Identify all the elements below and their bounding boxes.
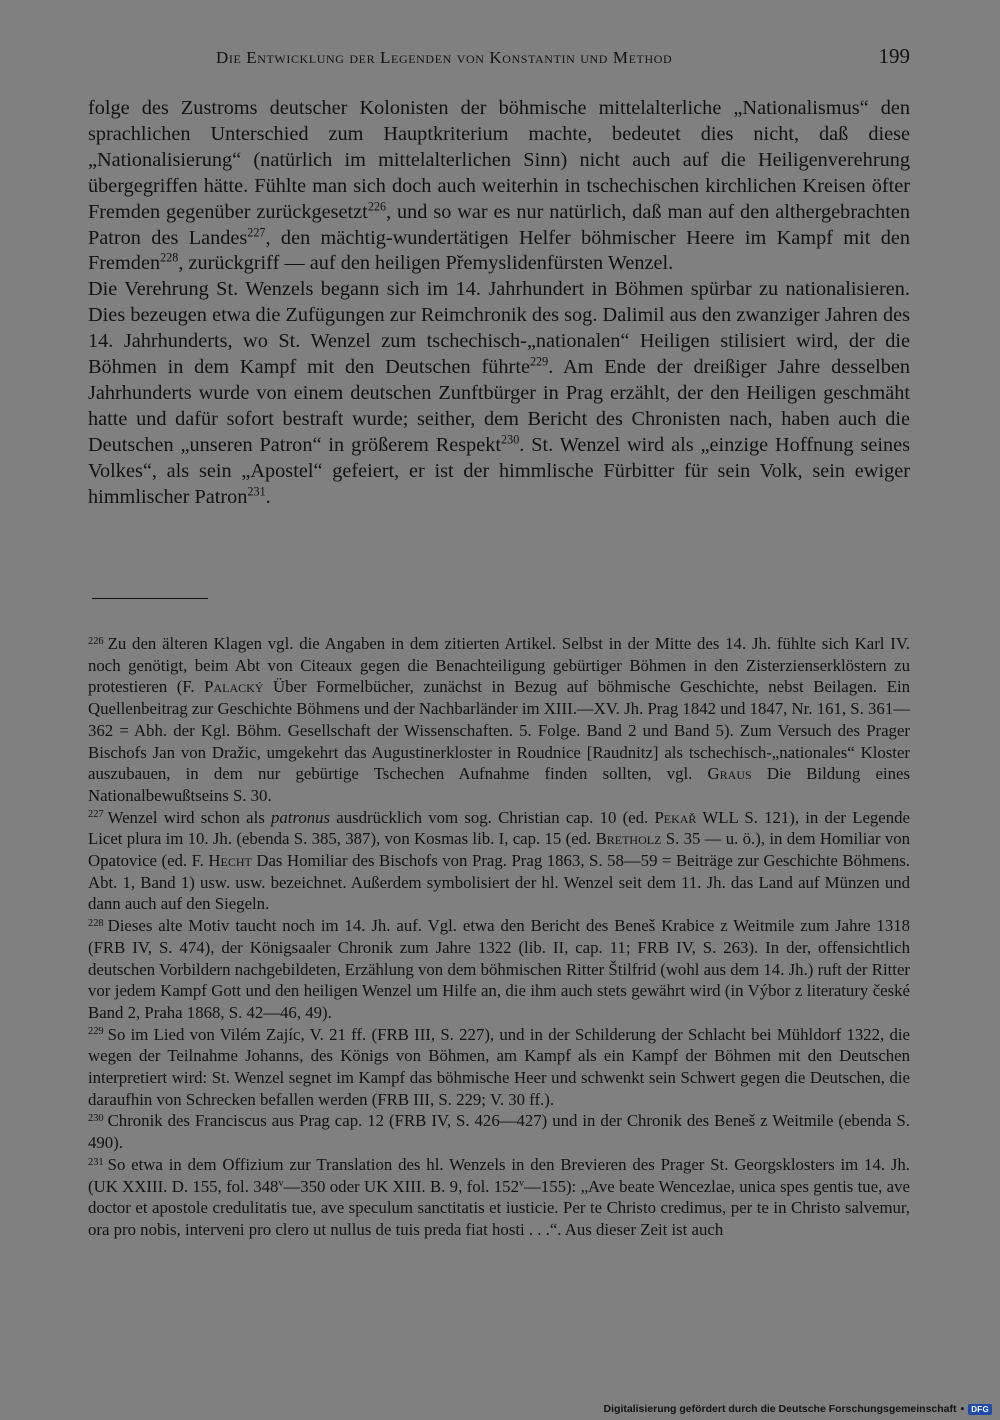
footnote-ref-226: 226	[367, 199, 387, 214]
footnote-number: 227	[88, 809, 104, 821]
text-run: Das Homiliar des Bischofs von Prag. Prag 1863, S. 58—59 = Beiträge zur Geschichte Böhmens. Abt. 1, Band 1) usw. usw. bezeichnet. Außerdem symbolisiert der hl. Wenzel seit dem 11. Jh. das Land auf Münzen und dann auch auf den Siegeln.	[88, 851, 911, 914]
text-run: So im Lied von Vilém Zajíc, V. 21 ff. (FRB III, S. 227), und in der Schilderung der Schlacht bei Mühldorf 1322, die wegen der Teilnahme Johanns, des Königs von Böhmen, am Kampf als ein Kampf der Böhmen mit den Deutschen interpretiert wird: St. Wenzel segnet im Kampf das böhmische Heer und schwenkt sein Schwert gegen die Deutschen, die daraufhin von Schrecken befallen werden (FRB III, S. 229; V. 30 ff.).	[88, 1024, 910, 1109]
footnote-ref-231: 231	[247, 484, 266, 499]
footnote-number: 229	[88, 1026, 104, 1038]
main-text	[88, 96, 910, 511]
italic-term: patronus	[271, 807, 331, 827]
text-run: , zurückgriff — auf den heiligen Přemyslidenfürsten Wenzel.	[178, 252, 674, 275]
author-name: Palacký	[204, 677, 264, 697]
credit-separator: •	[960, 1403, 965, 1415]
text-run: Wenzel wird schon als	[107, 807, 271, 827]
folio-verso-mark: v	[518, 1177, 525, 1189]
text-run: Chronik des Franciscus aus Prag cap. 12 (FRB IV, S. 426—427) und in der Chronik des Beneš z Weitmile (ebenda S. 490).	[88, 1111, 910, 1153]
text-run: —350 oder UK XIII. B. 9, fol. 152	[283, 1176, 519, 1196]
text-run: WLL S. 121), in der Legende Licet plura im 10. Jh. (ebenda S. 385, 387), von Kosmas lib. I, cap. 15 (ed.	[88, 807, 910, 849]
footnote-226	[88, 633, 910, 807]
footnote-ref-227: 227	[247, 225, 266, 240]
running-header	[88, 42, 910, 78]
text-run: —155): „Ave beate Wencezlae, unica spes gentis tue, ave doctor et apostole credulitatis tue, ave speculum sanctitatis et iusticie. Per te Christo credimus, per te in Christo salvemur, ora pro nobis, interveni pro clero ut nullus de tuis preda fiat hosti . . .“. Aus dieser Zeit ist auch	[88, 1176, 910, 1239]
text-run: Die Verehrung St. Wenzels begann sich im 14. Jahrhundert in Böhmen spürbar zu nationalisieren. Dies bezeugen etwa die Zufügungen zur Reimchronik des sog. Dalimil aus den zwanziger Jahren des 14. Jahrhunderts, wo St. Wenzel zum tschechisch-„nationalen“ Heiligen stilisiert wird, der die Böhmen in dem Kampf mit den Deutschen führte	[88, 278, 910, 379]
footnote-227	[88, 807, 910, 916]
text-run: Dieses alte Motiv taucht noch im 14. Jh. auf. Vgl. etwa den Bericht des Beneš Krabice z Weitmile zum Jahre 1318 (FRB IV, S. 474), der Königsaaler Chronik zum Jahre 1322 (lib. II, cap. 11; FRB IV, S. 263). In der, offensichtlich deutschen Vorbildern nachgebildeten, Erzählung von dem böhmischen Ritter Štilfrid (wohl aus dem 14. Jh.) ruft der Ritter vor jedem Kampf Gott und den heiligen Wenzel um Hilfe an, die ihm auch stets gewährt wird (in Výbor z literatury české Band 2, Praha 1868, S. 42—46, 49).	[88, 916, 910, 1022]
text-run: S. 35 — u. ö.), in dem Homiliar von Opatovice (ed. F.	[88, 829, 910, 871]
paragraph	[88, 277, 910, 510]
credit-text: Digitalisierung gefördert durch die Deutsche Forschungsgemeinschaft	[603, 1403, 957, 1415]
footnote-number: 231	[88, 1156, 104, 1168]
text-run: , und so war es nur natürlich, daß man auf den althergebrachten Patron des Landes	[88, 200, 910, 249]
text-run: , den mächtig-wundertätigen Helfer böhmischer Heere im Kampf mit den Fremden	[88, 226, 910, 275]
digitization-credit	[604, 1403, 992, 1415]
footnote-231	[88, 1154, 910, 1241]
footnote-ref-230: 230	[501, 432, 520, 447]
text-run: . St. Wenzel wird als „einzige Hoffnung seines Volkes“, als sein „Apostel“ gefeiert, er ist der himmlische Fürbitter für sein Volk, sein ewiger himmlischer Patron	[88, 433, 911, 508]
page-number: 199	[878, 44, 910, 68]
author-name: Hecht	[208, 851, 252, 871]
footnote-number: 226	[88, 635, 104, 647]
author-name: Bretholz	[595, 829, 662, 849]
footnote-230	[88, 1110, 910, 1153]
footnote-number: 230	[88, 1113, 104, 1125]
paragraph	[88, 96, 910, 277]
footnote-228	[88, 915, 910, 1024]
text-run: Die Bildung eines Nationalbewußtseins S. 30.	[88, 764, 910, 805]
text-run: Zu den älteren Klagen vgl. die Angaben in dem zitierten Artikel. Selbst in der Mitte des 14. Jh. fühlte sich Karl IV. noch genötigt, beim Abt von Citeaux gegen die Benachteiligung gebürtiger Böhmen in den Zisterzienserklöstern zu protestieren (F.	[88, 634, 910, 697]
text-run: ausdrücklich vom sog. Christian cap. 10 (ed.	[330, 807, 655, 827]
footnote-ref-228: 228	[160, 251, 179, 266]
folio-verso-mark: v	[278, 1177, 284, 1189]
text-run: So etwa in dem Offizium zur Translation des hl. Wenzels in den Brevieren des Prager St. Georgsklosters im 14. Jh. (UK XXIII. D. 155, fol. 348	[88, 1154, 910, 1196]
text-run: . Am Ende der dreißiger Jahre desselben Jahrhunderts wurde von einem deutschen Zunftbürger in Prag erzählt, der den Heiligen geschmäht hatte und dafür sofort bestraft wurde; seither, dem Bericht des Chronisten nach, haben auch die Deutschen „unseren Patron“ in größerem Respekt	[88, 356, 910, 456]
author-name: Pekař	[654, 807, 697, 827]
text-run: .	[265, 485, 271, 508]
footnotes	[88, 633, 910, 1241]
dfg-logo-icon: DFG	[968, 1404, 992, 1415]
footnote-ref-229: 229	[529, 354, 549, 369]
author-name: Graus	[707, 764, 752, 784]
running-title: Die Entwicklung der Legenden von Konstantin und Method	[216, 48, 673, 67]
text-run: Über Formelbücher, zunächst in Bezug auf böhmische Geschichte, nebst Beilagen. Ein Quellenbeitrag zur Geschichte Böhmens und der Nachbarländer im XIII.—XV. Jh. Prag 1842 und 1847, Nr. 161, S. 361—362 = Abh. der Kgl. Böhm. Gesellschaft der Wissenschaften. 5. Folge. Band 2 und Band 5). Zum Versuch des Prager Bischofs Jan von Dražic, umgekehrt das Augustinerkloster in Roudnice [Raudnitz] als tschechisch-„nationales“ Kloster auszubauen, in dem nur gebürtige Tschechen Aufnahme finden sollten, vgl.	[88, 677, 910, 784]
text-run: folge des Zustroms deutscher Kolonisten der böhmische mittelalterliche „Nationalismus“ den sprachlichen Unterschied zum Hauptkriterium machte, bedeutet dies nicht, daß diese „Nationalisierung“ (natürlich im mittelalterlichen Sinn) nicht auch auf die Heiligenverehrung übergegriffen hätte. Fühlte man sich doch auch weiterhin in tschechischen kirchlichen Kreisen öfter Fremden gegenüber zurückgesetzt	[88, 97, 910, 223]
footnote-separator	[92, 598, 208, 599]
footnote-number: 228	[88, 917, 104, 929]
footnote-229	[88, 1024, 910, 1111]
